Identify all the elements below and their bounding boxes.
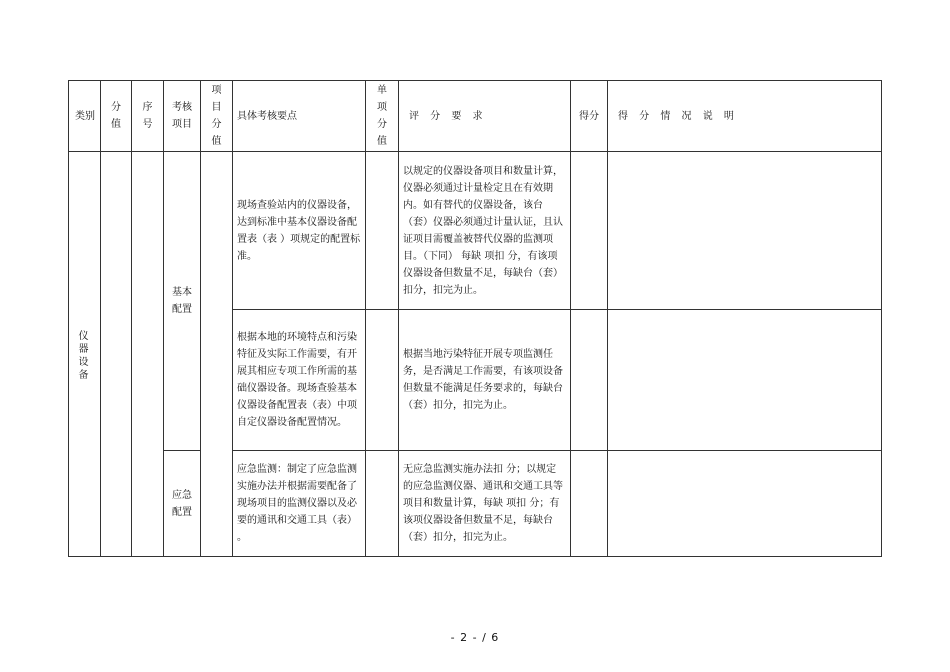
assess-item-emergency: 应急配置	[164, 451, 201, 557]
single-score-cell	[366, 152, 399, 310]
got-score-cell	[571, 152, 608, 310]
got-score-cell	[571, 310, 608, 451]
assess-item-basic: 基本配置	[164, 152, 201, 451]
single-score-cell	[366, 451, 399, 557]
category-cell: 仪器设备	[69, 152, 101, 557]
header-explain: 得 分 情 况 说 明	[608, 81, 882, 152]
item-score-cell	[201, 152, 233, 557]
single-score-cell	[366, 310, 399, 451]
seq-cell	[132, 152, 164, 557]
header-seq: 序号	[132, 81, 164, 152]
key-points-cell: 根据本地的环境特点和污染特征及实际工作需要，有开展其相应专项工作所需的基础仪器设备。现场查验基本仪器设备配置表（表）中项自定仪器设备配置情况。	[233, 310, 366, 451]
header-criteria: 评 分 要 求	[399, 81, 571, 152]
explain-cell	[608, 310, 882, 451]
key-points-cell: 现场查验站内的仪器设备，达到标准中基本仪器设备配置表（表 ）项规定的配置标准。	[233, 152, 366, 310]
header-item-score: 项目分值	[201, 81, 233, 152]
criteria-cell: 无应急监测实施办法扣 分；以规定的应急监测仪器、通讯和交通工具等项目和数量计算，每缺 项扣 分；有该项仪器设备但数量不足，每缺台（套）扣分，扣完为止。	[399, 451, 571, 557]
header-score: 分值	[101, 81, 132, 152]
score-cell	[101, 152, 132, 557]
criteria-cell: 根据当地污染特征开展专项监测任务，是否满足工作需要，有该项设备但数量不能满足任务要求的，每缺台（套）扣分，扣完为止。	[399, 310, 571, 451]
header-row	[69, 81, 882, 152]
table-row	[69, 152, 882, 310]
explain-cell	[608, 152, 882, 310]
table-row	[69, 451, 882, 557]
criteria-cell: 以规定的仪器设备项目和数量计算，仪器必须通过计量检定且在有效期内。如有替代的仪器设备，该台（套）仪器必须通过计量认证，且认证项目需覆盖被替代仪器的监测项目。（下同） 每缺 项扣 分，有该项仪器设备但数量不足，每缺台（套）扣分，扣完为止。	[399, 152, 571, 310]
key-points-cell: 应急监测：制定了应急监测实施办法并根据需要配备了现场项目的监测仪器以及必要的通讯和交通工具（表） 。	[233, 451, 366, 557]
header-single-score: 单项分值	[366, 81, 399, 152]
header-assess-item: 考核项目	[164, 81, 201, 152]
got-score-cell	[571, 451, 608, 557]
assessment-table	[68, 80, 882, 557]
explain-cell	[608, 451, 882, 557]
page-number: - 2 - / 6	[450, 631, 500, 644]
header-category: 类别	[69, 81, 101, 152]
header-key-points: 具体考核要点	[233, 81, 366, 152]
header-got: 得分	[571, 81, 608, 152]
